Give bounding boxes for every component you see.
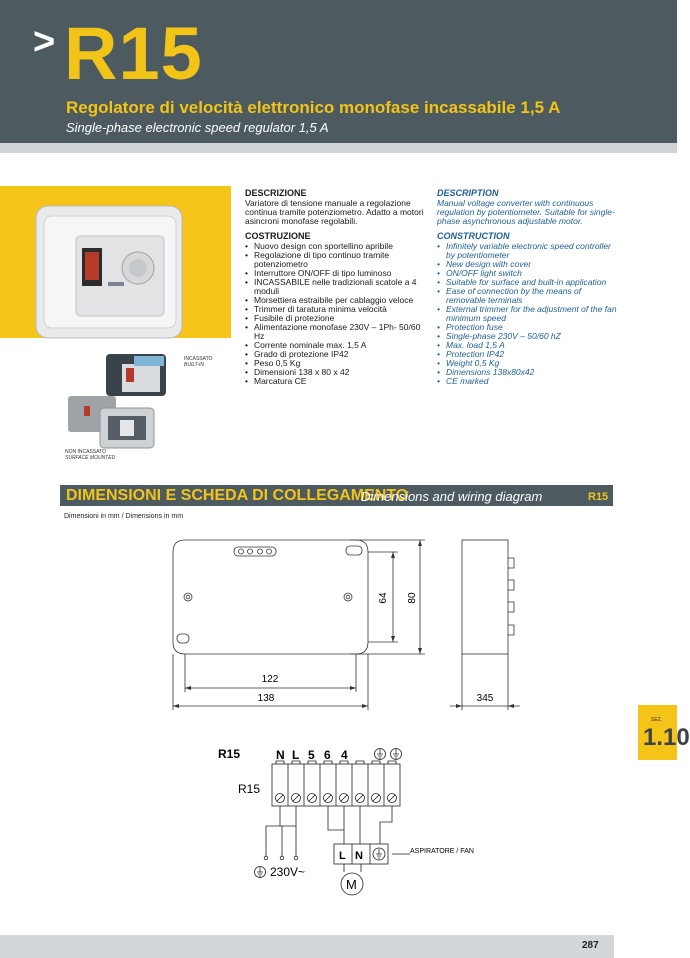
title-italian: Regolatore di velocità elettronico monofase incassabile 1,5 A	[66, 98, 561, 117]
construction-heading: COSTRUZIONE	[245, 231, 311, 241]
construction-list	[437, 242, 622, 386]
product-code: R15	[64, 12, 203, 95]
construction-list	[245, 242, 430, 386]
section-code: R15	[588, 491, 609, 503]
list-item: • Nuovo design con sportellino apribile	[245, 242, 430, 251]
description-text: Manual voltage converter with continuous regulation by potentiometer. Suitable for single-phase asynchronous adjustable motor.	[437, 198, 615, 226]
header-divider	[0, 143, 677, 153]
motor-terminal-l: L	[339, 850, 346, 862]
page-number: 287	[582, 940, 599, 951]
builtin-label-it: INCASSATO	[184, 356, 213, 362]
section-subtitle: Dimensions and wiring diagram	[361, 489, 543, 504]
terminal-label-4: 4	[341, 748, 348, 762]
list-item: • Regolazione di tipo continuo tramite potenziometro	[245, 251, 430, 269]
list-item: • Trimmer di taratura minima velocità	[245, 305, 430, 314]
list-item: • Dimensions 138x80x42	[437, 368, 622, 377]
terminal-label-5: 5	[308, 748, 315, 762]
list-item: • Fusibile di protezione	[245, 314, 430, 323]
list-item: • Alimentazione monofase 230V – 1Ph- 50/60 Hz	[245, 323, 430, 341]
motor-symbol: M	[346, 877, 357, 892]
product-photos	[30, 196, 230, 462]
dim-345-label: 345	[476, 693, 494, 704]
motor-terminal-n: N	[355, 850, 363, 862]
list-item: • Corrente nominale max. 1,5 A	[245, 341, 430, 350]
description-italian	[245, 189, 430, 386]
section-title: DIMENSIONI E SCHEDA DI COLLEGAMENTO	[66, 487, 409, 504]
list-item: • Interruttore ON/OFF di tipo luminoso	[245, 269, 430, 278]
section-tab-number: 1.10	[643, 724, 690, 751]
description-heading: DESCRIPTION	[437, 188, 499, 198]
wiring-diagram	[210, 742, 510, 902]
list-item: • Max. load 1,5 A	[437, 341, 622, 350]
description-heading: DESCRIZIONE	[245, 188, 307, 198]
title-english: Single-phase electronic speed regulator 1,5 A	[66, 120, 329, 135]
surface-label-en: SURFACE MOUNTED	[65, 455, 116, 461]
list-item: • Weight 0,5 Kg	[437, 359, 622, 368]
fan-label: ASPIRATORE / FAN	[410, 848, 474, 855]
list-item: • Protection fuse	[437, 323, 622, 332]
list-item: • INCASSABILE nelle tradizionali scatole a 4 moduli	[245, 278, 430, 296]
list-item: • Peso 0,5 Kg	[245, 359, 430, 368]
list-item: • Single-phase 230V – 50/60 hZ	[437, 332, 622, 341]
dim-80-label: 80	[407, 592, 418, 604]
list-item: • Dimensioni 138 x 80 x 42	[245, 368, 430, 377]
list-item: • Marcatura CE	[245, 377, 430, 386]
list-item: • ON/OFF light switch	[437, 269, 622, 278]
dim-138-label: 138	[257, 693, 275, 704]
dim-122-label: 122	[261, 674, 279, 685]
list-item: • Grado di protezione IP42	[245, 350, 430, 359]
surface-label-it: NON INCASSATO	[65, 449, 106, 455]
description-text: Variatore di tensione manuale a regolazione continua tramite potenziometro. Adatto a motori asincroni monofase regolabili.	[245, 198, 424, 226]
chevron-icon: >	[33, 21, 56, 63]
wiring-title: R15	[218, 747, 241, 761]
description-english	[437, 189, 622, 386]
voltage-label: 230V~	[270, 865, 306, 879]
wiring-block-label: R15	[238, 782, 261, 796]
construction-heading: CONSTRUCTION	[437, 231, 510, 241]
terminal-label-l: L	[292, 748, 300, 762]
section-tab-label: SEZ.	[651, 717, 663, 723]
list-item: • External trimmer for the adjustment of the fan minimum speed	[437, 305, 622, 323]
dimension-drawing	[150, 530, 530, 720]
list-item: • Ease of connection by the means of removable terminals	[437, 287, 622, 305]
list-item: • Infinitely variable electronic speed controller by potentiometer	[437, 242, 622, 260]
list-item: • Suitable for surface and built-in application	[437, 278, 622, 287]
list-item: • CE marked	[437, 377, 622, 386]
list-item: • Morsettiera estraibile per cablaggio veloce	[245, 296, 430, 305]
builtin-label-en: BUILT-IN	[184, 362, 205, 368]
terminal-label-6: 6	[324, 748, 331, 762]
footer-band	[0, 935, 614, 958]
list-item: • New design with cover	[437, 260, 622, 269]
list-item: • Protection IP42	[437, 350, 622, 359]
dimensions-note: Dimensioni in mm / Dimensions in mm	[64, 513, 184, 520]
terminal-label-n: N	[276, 748, 285, 762]
dim-64-label: 64	[378, 592, 389, 604]
